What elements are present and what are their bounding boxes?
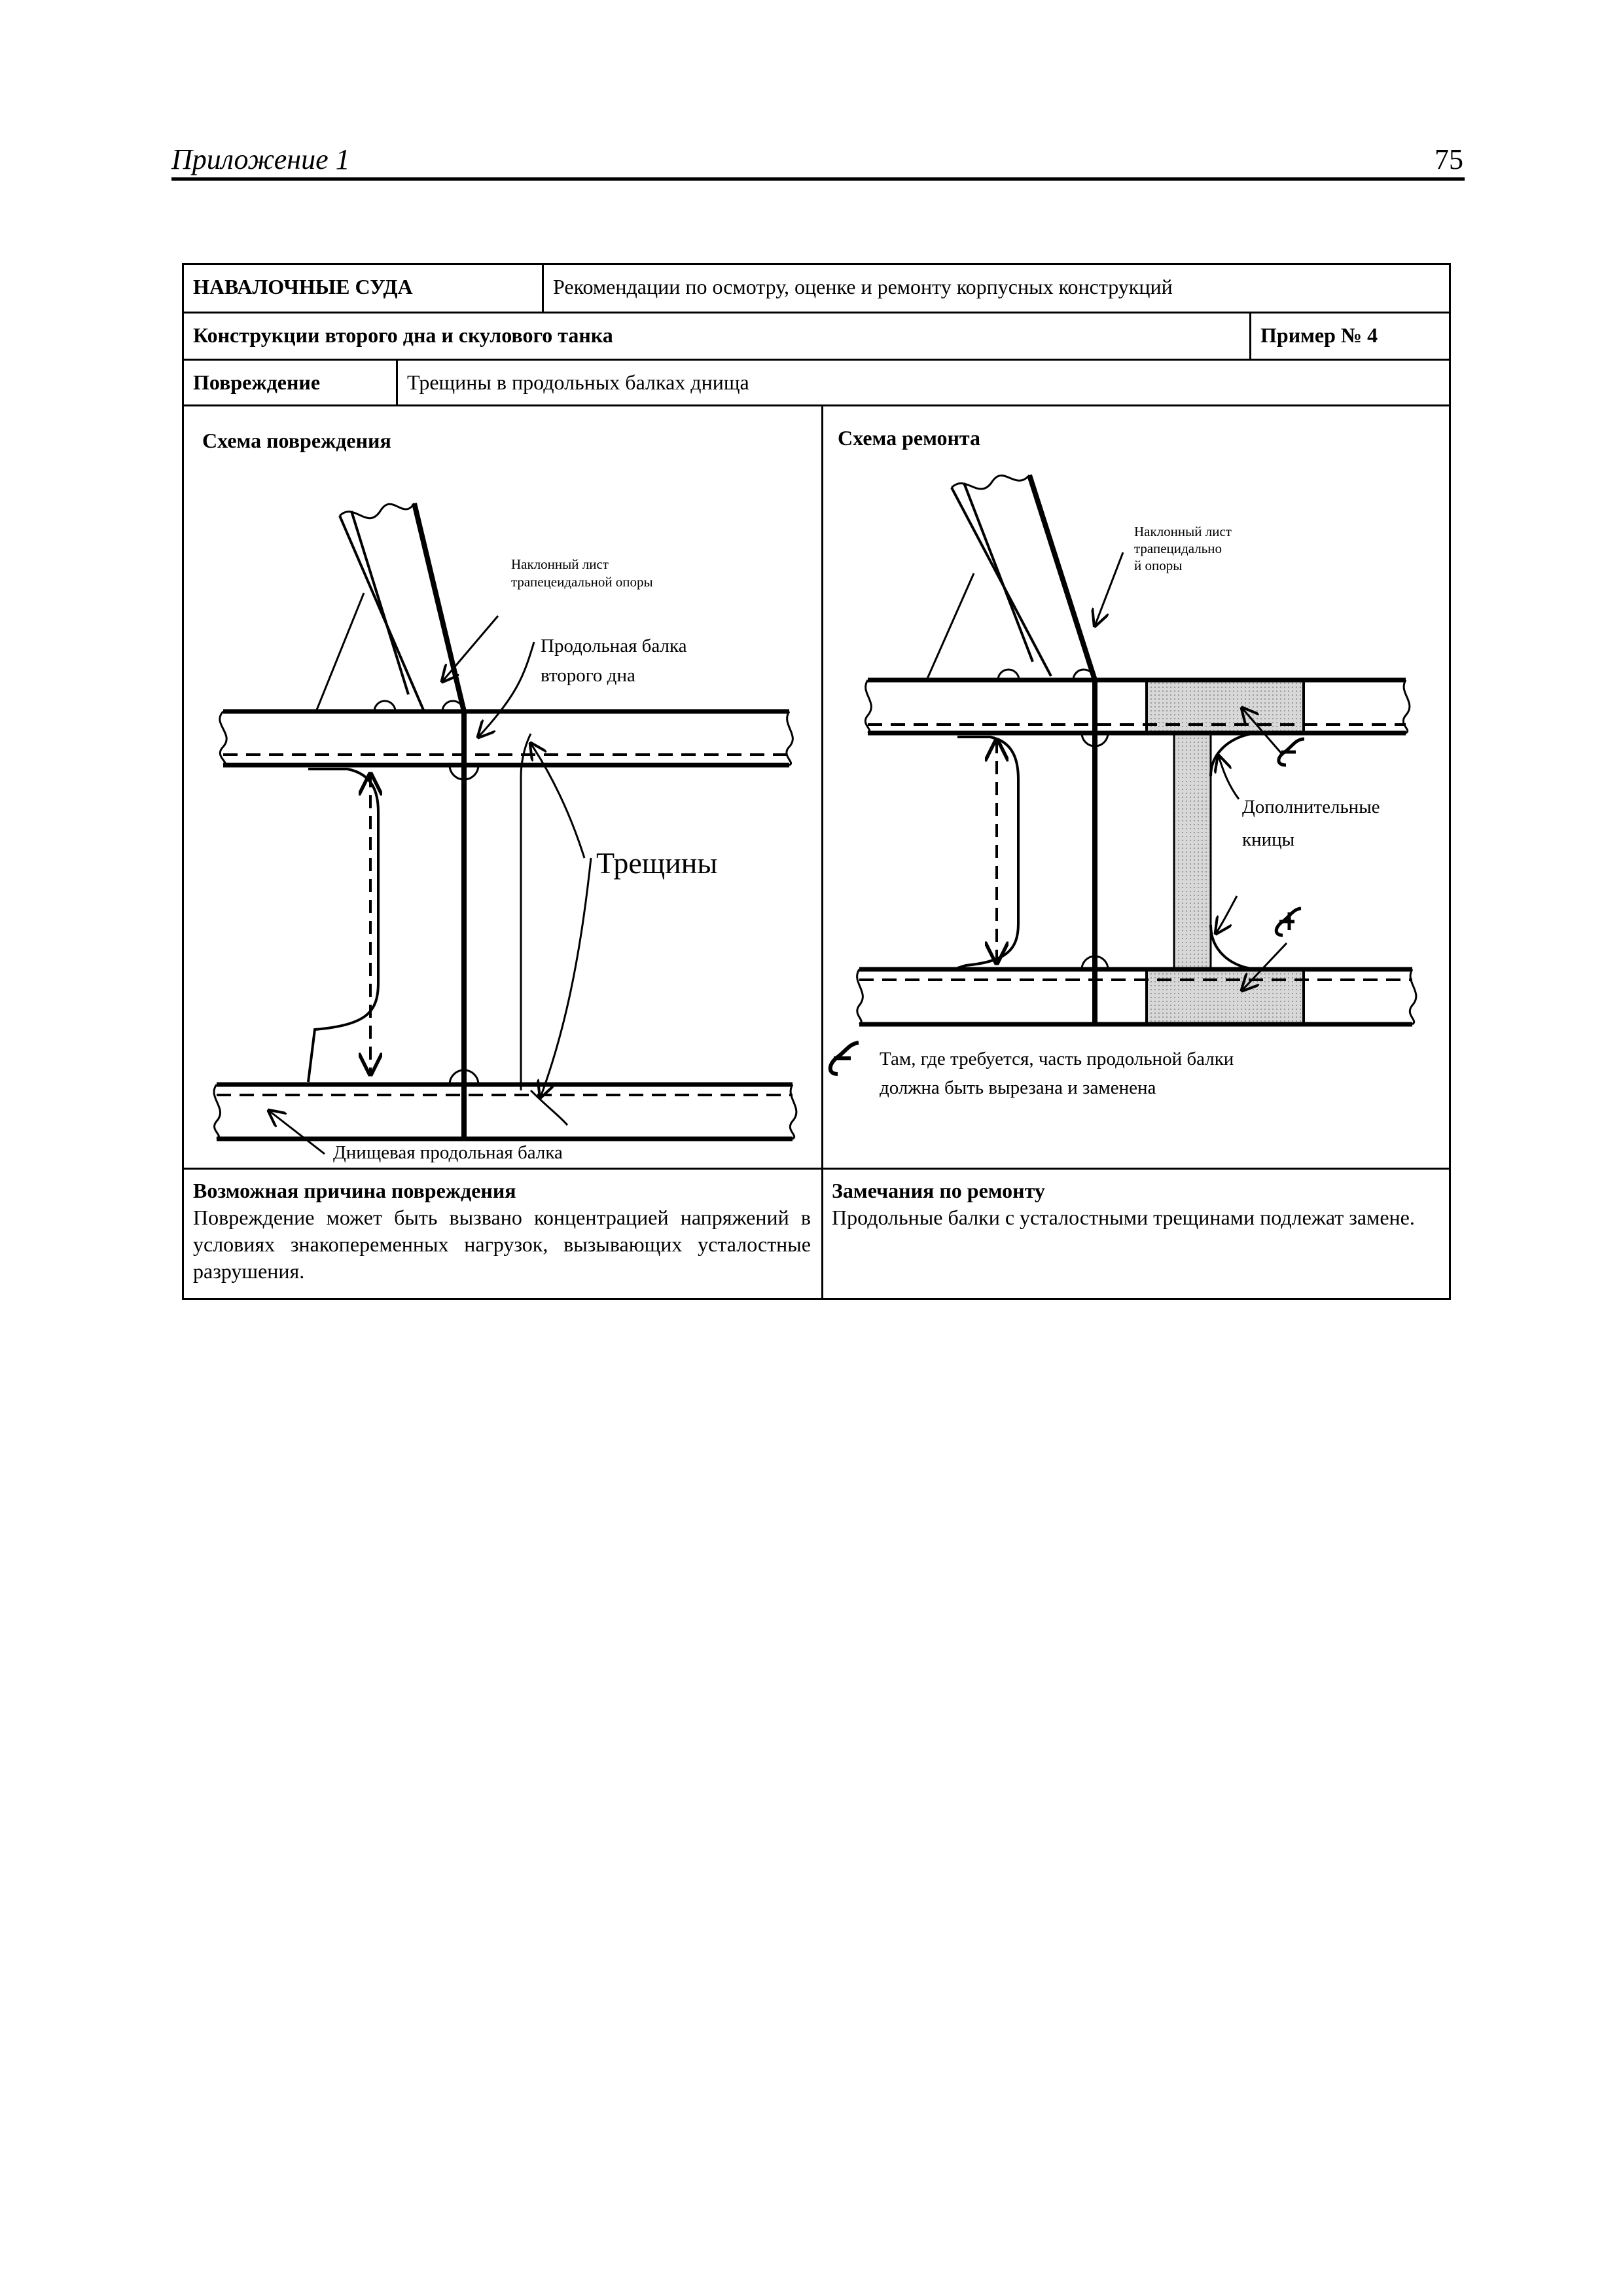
repair-label-sloped-3: й опоры [1134, 558, 1183, 573]
bottom-row [184, 1170, 1449, 1300]
repair-label-brackets-1: Дополнительные [1242, 797, 1380, 817]
repair-leader-sloped [1095, 552, 1123, 626]
lower-plate-break-right [790, 1085, 796, 1139]
structure-row [184, 314, 1449, 361]
repair-profile [957, 737, 1018, 968]
repair-legend-1: Там, где требуется, часть продольной балки [880, 1049, 1234, 1069]
repair-scheme-panel [823, 406, 1449, 1170]
damage-scheme-title: Схема повреждения [202, 429, 391, 452]
repair-sloped-inner [964, 483, 1033, 662]
legend-cut-symbol-icon [830, 1043, 859, 1074]
cause-block [193, 1177, 811, 1285]
repair-leader-bracket-1 [1219, 756, 1239, 799]
remarks-block [832, 1177, 1443, 1231]
page-number: 75 [1435, 143, 1463, 175]
repair-label-sloped-1: Наклонный лист [1134, 524, 1232, 539]
repair-leader-bracket-2 [1216, 896, 1237, 933]
repair-bracket-strut [927, 573, 974, 680]
damage-value-cell: Трещины в продольных балках днища [407, 370, 749, 394]
subject-cell: Рекомендации по осмотру, оценке и ремонту корпусных конструкций [553, 275, 1173, 298]
damage-scheme-panel [184, 406, 821, 1170]
repair-label-brackets-2: кницы [1242, 829, 1295, 850]
repair-label-sloped-2: трапецидально [1134, 541, 1222, 556]
label-long-1: Продольная балка [541, 636, 687, 656]
damage-row [184, 361, 1449, 406]
insert-lower [1147, 969, 1304, 1024]
example-number-cell: Пример № 4 [1260, 323, 1378, 347]
lower-plate-break-left [214, 1085, 221, 1139]
label-long-2: второго дна [541, 665, 635, 686]
remarks-title: Замечания по ремонту [832, 1179, 1045, 1202]
leader-crack-1 [531, 744, 584, 858]
leader-crack-2 [541, 858, 591, 1097]
structure-cell: Конструкции второго дна и скулового танка [184, 314, 1251, 359]
leader-second-bottom-long [478, 642, 534, 737]
bracket-strut [316, 593, 364, 711]
upper-plate-break-right [787, 711, 793, 765]
label-sloped-2: трапецеидальной опоры [511, 574, 653, 590]
sloped-plate-outer [340, 516, 424, 711]
cause-text: Повреждение может быть вызвано концентрацией напряжений в условиях знакопеременных нагрузок, вызывающих усталостные разрушения. [193, 1205, 811, 1283]
repair-sloped-break [952, 475, 1029, 489]
crack-upper [521, 734, 531, 1090]
cut-symbol-upper-icon [1279, 739, 1304, 765]
insert-web [1174, 733, 1211, 969]
repair-lower-break-left [857, 969, 863, 1024]
repair-legend-2: должна быть вырезана и заменена [880, 1077, 1156, 1098]
repair-scheme-drawing [823, 406, 1449, 1170]
cause-title: Возможная причина повреждения [193, 1179, 516, 1202]
label-bottom-long: Днищевая продольная балка [333, 1142, 563, 1163]
cut-symbol-lower-icon [1276, 908, 1301, 935]
longitudinal-profile [308, 769, 378, 1082]
category-row [184, 265, 1449, 314]
label-sloped-1: Наклонный лист [511, 556, 609, 572]
category-cell: НАВАЛОЧНЫЕ СУДА [184, 265, 544, 312]
bracket-upper [1211, 733, 1255, 776]
upper-plate-break-left [220, 711, 226, 765]
repair-scheme-title: Схема ремонта [838, 426, 981, 450]
remarks-text: Продольные балки с усталостными трещинами подлежат замене. [832, 1205, 1415, 1229]
repair-sloped-thick [1029, 475, 1095, 680]
running-title: Приложение 1 [171, 143, 350, 175]
sloped-plate-thick-edge [414, 503, 464, 711]
label-cracks: Трещины [596, 846, 718, 880]
damage-label-cell: Повреждение [184, 361, 398, 404]
repair-lower-break-right [1410, 969, 1416, 1024]
leader-bottom-long [269, 1111, 325, 1154]
sloped-plate-break [340, 503, 414, 518]
header-rule [171, 177, 1465, 181]
damage-scheme-drawing [184, 406, 821, 1170]
example-card [182, 263, 1451, 1300]
